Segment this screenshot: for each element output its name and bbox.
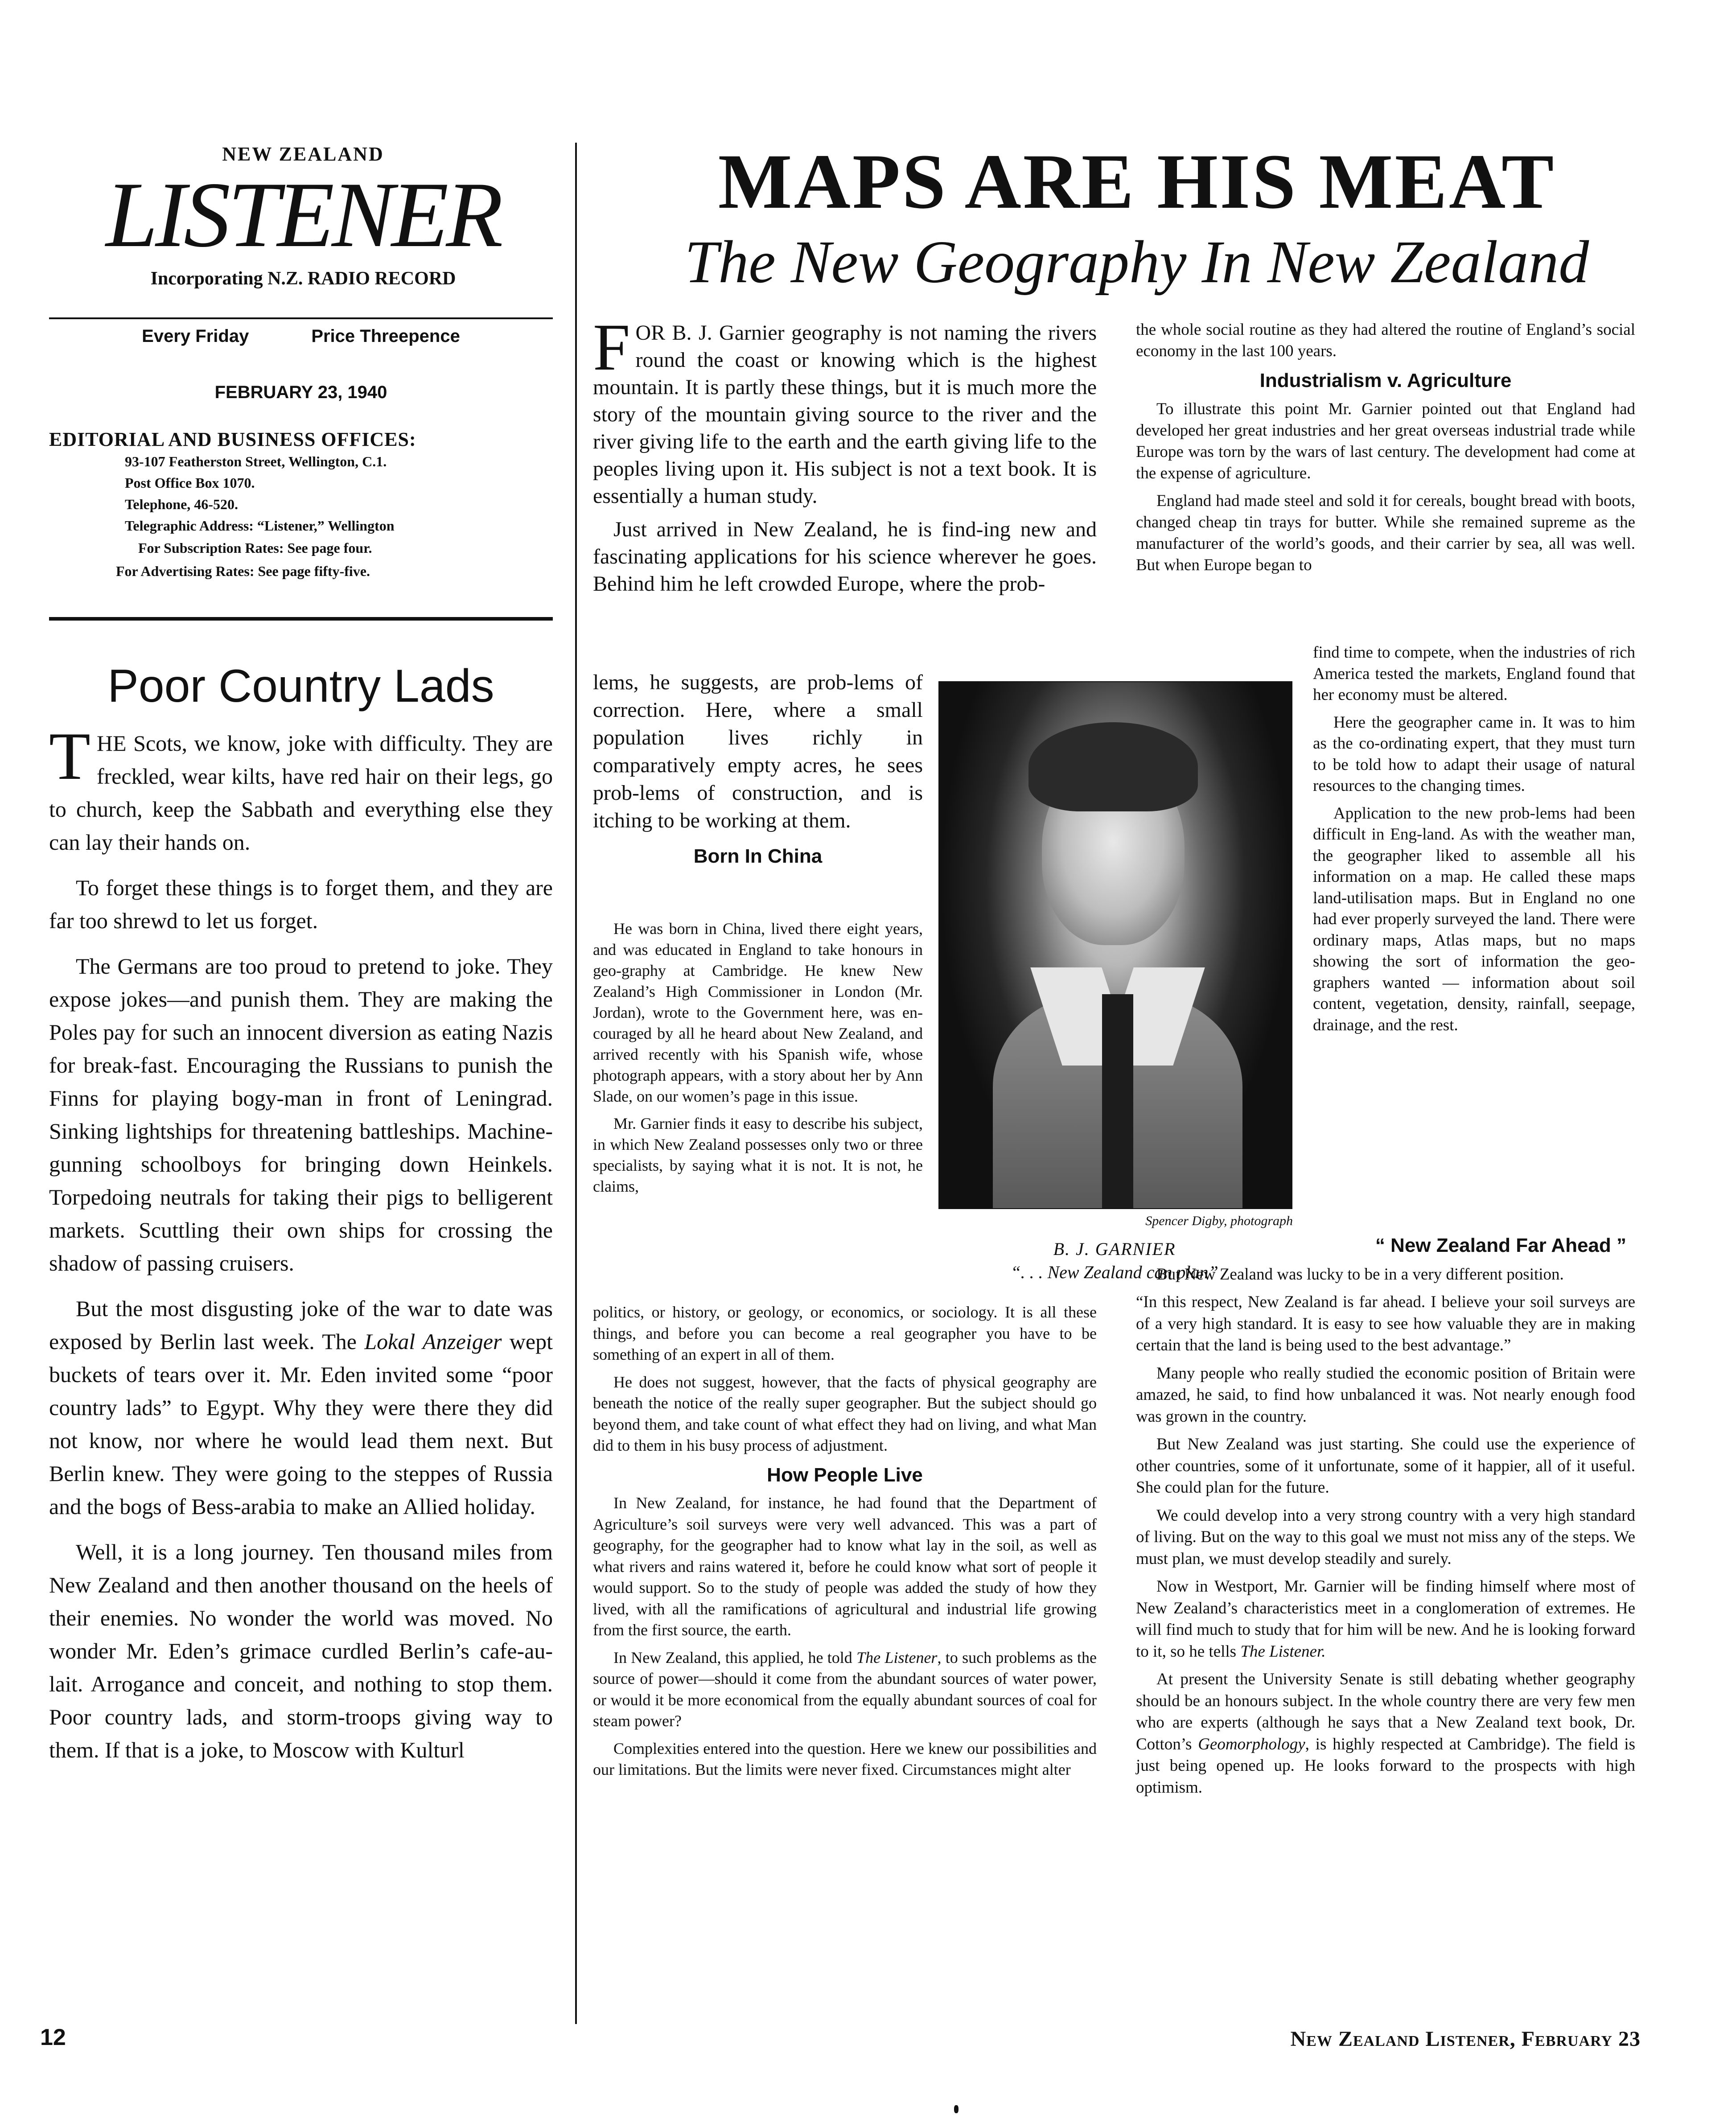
article-paragraph: England had made steel and sold it for cereals, bought bread with boots, changed cheap tin trays for butter. While she remained supreme as the manufacturer of the world’s goods, and their carrier by sea, all was well. But when Europe began to (1136, 492, 1635, 574)
photo-credit: Spencer Digby, photograph (1145, 1214, 1293, 1228)
editorial-text: But the most disgusting joke of the war to date was exposed by Berlin last week. The (49, 1296, 553, 1354)
print-speck (954, 2105, 959, 2113)
editorial-paragraph: Well, it is a long journey. Ten thousand miles from New Zealand and then another thousand on the heels of their enemies. No wonder the world was moved. No wonder Mr. Eden’s grimace curdled Berlin’s cafe-au-lait. Arrogance and conceit, and nothing to stop them. Poor country lads, and storm-troops giving way to them. If that is a joke, to Moscow with Kulturl (49, 1539, 553, 1762)
offices-rule (49, 617, 553, 621)
article-column-3-top (1136, 319, 1635, 582)
issue-price: Price Threepence (311, 326, 460, 346)
photo-caption-name: B. J. GARNIER (1053, 1239, 1176, 1259)
article-text: , to such problems as the source of power—should it come from the abundant sources of water power, or would it be more economical from the equally abundant sources of coal for steam power? (593, 1648, 1097, 1730)
article-headline: MAPS ARE HIS MEAT (718, 138, 1556, 225)
article-text: OR B. J. Garnier geography is not naming the rivers round the coast or knowing which is the highest mountain. It is partly these things, but it is much more the story of the mountain giving source to the river and the river giving life to the earth and the earth giving life to the peoples living upon it. His subject is not a text book. It is essentially a human study. (593, 321, 1097, 508)
article-paragraph: the whole social routine as they had altered the routine of England’s social economy in the last 100 years. (1136, 321, 1635, 360)
running-footer: New Zealand Listener, February 23 (1290, 2027, 1641, 2051)
masthead-incorporating: Incorporating N.Z. RADIO RECORD (150, 268, 456, 289)
article-paragraph (593, 310, 1097, 510)
masthead-title: LISTENER (106, 163, 501, 267)
article-italic: The Listener. (1240, 1642, 1326, 1661)
portrait-photo (938, 681, 1292, 1209)
article-subheadline: The New Geography In New Zealand (684, 229, 1589, 296)
subheading-new-zealand-far-ahead: “ New Zealand Far Ahead ” (1375, 1234, 1626, 1256)
subheading-industrialism: Industrialism v. Agriculture (1259, 370, 1512, 391)
article-paragraph (1136, 1576, 1635, 1662)
subheading-born-in-china: Born In China (693, 845, 823, 867)
photo-caption-quote: “. . . New Zealand can plan” (1011, 1262, 1218, 1282)
article-column-2-small (593, 918, 923, 1203)
offices-advertising: For Advertising Rates: See page fifty-five. (116, 563, 370, 579)
article-paragraph: “In this respect, New Zealand is far ahead. I believe your soil surveys are of a very high standard. It is easy to see how valuable they are in making certain that the land is being used to the best advantage.” (1136, 1293, 1635, 1354)
article-text: At present the University Senate is still debating whether geography should be an honours subject. In the whole country there are very few men who are experts (although he says that a New Zealand text book, Dr. Cotton’s (1136, 1670, 1635, 1753)
masthead-kicker: NEW ZEALAND (222, 143, 384, 165)
offices-address: 93-107 Featherston Street, Wellington, C.1. (125, 453, 387, 469)
column-divider (575, 143, 577, 2024)
article-paragraph: Complexities entered into the question. Here we knew our possibilities and our limitations. But the limits were never fixed. Circumstances might alter (593, 1739, 1097, 1778)
article-column-2-wrap (593, 669, 923, 877)
photo-tie (1102, 994, 1133, 1208)
editorial-paragraph: The Germans are too proud to pretend to joke. They expose jokes—and punish them. They are making the Poles pay for such an innocent diversion as eating Nazis for break-fast. Encouraging the Russians to punish the Finns for playing bogy-man in front of Leningrad. Sinking lightships for threatening battleships. Machine-gunning schoolboys for bringing down Heinkels. Torpedoing neutrals for taking their pigs to belligerent markets. Scuttling their own ships for crossing the shadow of passing cruisers. (49, 954, 553, 1275)
article-paragraph: Many people who really studied the economic position of Britain were amazed, he said, to find how unbalanced it was. Not nearly enough food was grown in the country. (1136, 1364, 1635, 1426)
article-paragraph: To illustrate this point Mr. Garnier pointed out that England had developed her great industries and her great overseas industrial trade while Europe was torn by the wars of last century. The development had come at the expense of agriculture. (1136, 400, 1635, 482)
page-number: 12 (40, 2024, 66, 2050)
article-text: In New Zealand, this applied, he told (613, 1648, 857, 1666)
article-paragraph: Mr. Garnier finds it easy to describe his subject, in which New Zealand possesses only two or three specialists, by saying what it is not. It is not, he claims, (593, 1115, 923, 1195)
article-paragraph: But New Zealand was lucky to be in a very different position. (1156, 1265, 1564, 1284)
article-paragraph: But New Zealand was just starting. She could use the experience of other countries, some of it unfortunate, some of it happier, all of it useful. She could plan for the future. (1136, 1435, 1635, 1497)
article-paragraph: find time to compete, when the industries of rich America tested the markets, England found that her economy must be altered. (1313, 643, 1635, 704)
article-paragraph: Just arrived in New Zealand, he is find-ing new and fascinating applications for his science wherever he goes. Behind him he left crowded Europe, where the prob- (593, 518, 1097, 596)
article-column-2-top (593, 310, 1097, 604)
editorial-text: wept buckets of tears over it. Mr. Eden invited some “poor country lads” to Egypt. Why they were there they did not know, nor where he would lead them next. But Berlin knew. They were going to the steppes of Russia and the bogs of Bess-arabia to make an Allied holiday. (49, 1329, 553, 1519)
article-paragraph: politics, or history, or geology, or economics, or sociology. It is all these things, and before you can become a real geographer you have to be something of an expert in all of them. (593, 1303, 1097, 1363)
masthead-rule (49, 317, 553, 319)
offices-po-box: Post Office Box 1070. (125, 475, 255, 491)
article-column-3-bottom (1136, 1227, 1635, 1805)
masthead (53, 143, 553, 289)
editorial-paragraph (49, 719, 553, 859)
editorial-paragraph: To forget these things is to forget them, and they are far too shrewd to let us forget. (49, 875, 553, 933)
article-text: , is highly respected at Cambridge). The field is just being opened up. He looks forward to the prospects with high optimism. (1136, 1735, 1635, 1797)
drop-cap: T (49, 719, 91, 794)
offices-heading: EDITORIAL AND BUSINESS OFFICES: (49, 428, 416, 450)
article-paragraph: He does not suggest, however, that the facts of physical geography are beneath the notice of the really super geographer. But the subject should go beyond them, and take count of what effect they had on living, and what Man did to them in his busy process of adjustment. (593, 1373, 1097, 1454)
issue-bar (49, 326, 553, 346)
offices-telegraphic: Telegraphic Address: “Listener,” Wellington (125, 518, 395, 534)
article-paragraph: He was born in China, lived there eight years, and was educated in England to take honours in geo-graphy at Cambridge. He knew New Zealand’s High Commissioner in London (Mr. Jordan), wrote to the Government here, was en-couraged by all he heard about New Zealand, and arrived recently with his Spanish wife, whose photograph appears, with a story about her by Ann Slade, on our women’s page in this issue. (593, 920, 923, 1105)
article-column-2-bottom (593, 1302, 1097, 1787)
issue-frequency: Every Friday (142, 326, 249, 346)
offices-subscription: For Subscription Rates: See page four. (138, 540, 372, 556)
photo-hair (1028, 722, 1198, 811)
offices-block (49, 428, 553, 583)
article-paragraph: Application to the new prob-lems had been difficult in Eng-land. As with the weather man, the geographer liked to assemble all his information on a map. He called these maps land-utilisation maps. But in England no one had ever properly surveyed the land. There were ordinary maps, Atlas maps, but no maps showing the sort of information the geo-graphers wanted — information about soil content, vegetation, density, rainfall, seepage, drainage, and the rest. (1313, 804, 1635, 1034)
article-italic: Geomorphology (1198, 1735, 1305, 1753)
drop-cap: F (593, 310, 630, 384)
editorial-italic: Lokal Anzeiger (364, 1329, 502, 1354)
editorial-text: HE Scots, we know, joke with difficulty. They are freckled, wear kilts, have red hair on their legs, go to church, keep the Sabbath and everything else they can lay their hands on. (49, 731, 553, 855)
article-paragraph: Here the geographer came in. It was to him as the co-ordinating expert, that they must turn to be told how to adapt their usage of natural resources to the changing times. (1313, 713, 1635, 795)
article-paragraph: We could develop into a very strong country with a very high standard of living. But on the way to this goal we must not miss any of the steps. We must plan, we must develop steadily and surely. (1136, 1506, 1635, 1568)
article-column-3-wrap (1313, 642, 1635, 1042)
offices-telephone: Telephone, 46-520. (125, 496, 238, 512)
article-paragraph: In New Zealand, for instance, he had found that the Department of Agriculture’s soil surveys were very well advanced. This was a part of geography, for the geographer had to know what lay in the soil, as well as what rivers and rains watered it, before he could know what sort of people it would support. So to the study of people was added the study of how they lived, with all the ramifications of agricultural and industrial life growing from the first source, the earth. (593, 1494, 1097, 1639)
editorial-body (49, 719, 553, 1779)
editorial-paragraph (49, 1292, 553, 1523)
article-text: Now in Westport, Mr. Garnier will be finding himself where most of New Zealand’s characteristics meet in a conglomeration of extremes. He will find much to study that for him will be new. And he is looking forward to it, so he tells (1136, 1577, 1635, 1661)
editorial-title: Poor Country Lads (107, 660, 494, 712)
article-paragraph: lems, he suggests, are prob-lems of correction. Here, where a small population lives richly in comparatively empty acres, he sees prob-lems of construction, and is itching to be working at them. (593, 671, 923, 832)
article-paragraph (593, 1647, 1097, 1732)
issue-date: FEBRUARY 23, 1940 (214, 383, 387, 402)
article-italic: The Listener (856, 1648, 938, 1666)
subheading-how-people-live: How People Live (767, 1464, 923, 1486)
article-paragraph (1136, 1669, 1635, 1798)
